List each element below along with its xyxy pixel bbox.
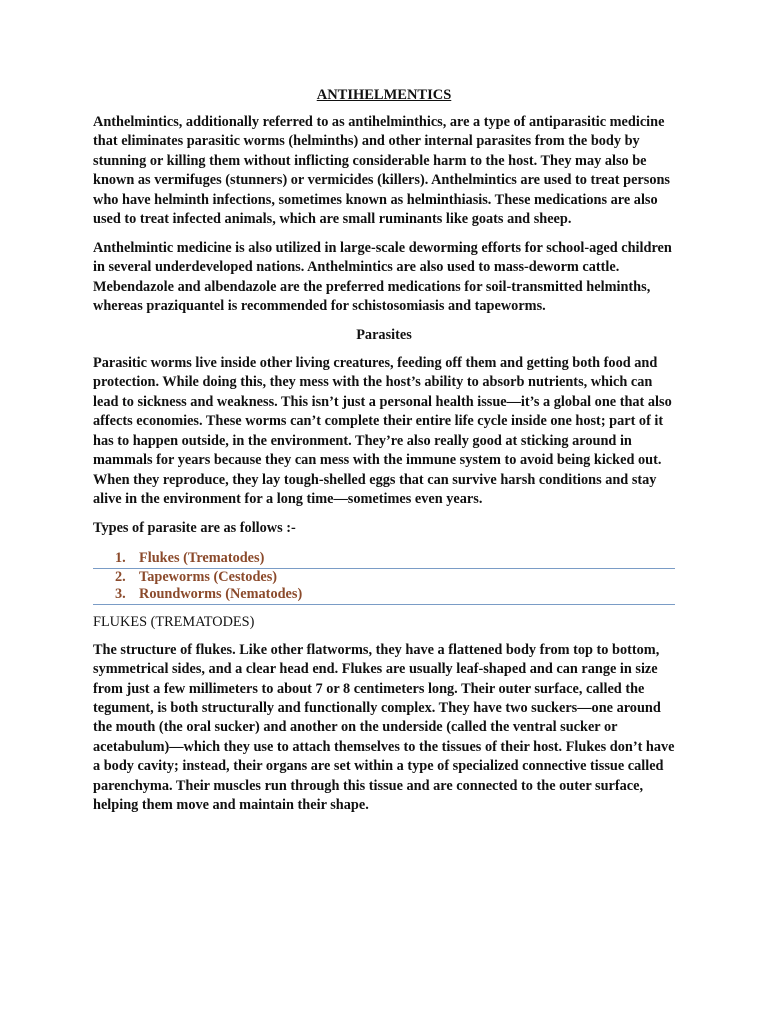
list-item-number: 1.: [115, 550, 126, 567]
paragraph-deworming: Anthelmintic medicine is also utilized in large-scale deworming efforts for school-aged children in several underdeveloped nations. Anthelmintics are also used to mass-deworm cattle. Mebendazole and albendazole are the preferred medications for soil-transmitted helminths, whereas praziquantel is recommended for schistosomiasis and tapeworms.: [93, 239, 672, 315]
list-item-label: Tapeworms (Cestodes): [139, 568, 278, 585]
list-item-label: Flukes (Trematodes): [139, 550, 265, 567]
list-item-number: 3.: [115, 586, 126, 603]
list-item: [93, 550, 675, 569]
flukes-heading: FLUKES (TREMATODES): [93, 613, 255, 630]
paragraph-parasitic-worms: Parasitic worms live inside other living creatures, feeding off them and getting both food and protection. While doing this, they mess with the host’s ability to absorb nutrients, which can lead to sickness and weakness. This isn’t just a personal health issue—it’s a global one that also affects economies. These worms can’t complete their entire life cycle inside one host; part of it has to happen outside, in the environment. They’re also really good at sticking around in mammals for years because they can mess with the immune system to avoid being kicked out. When they reproduce, they lay tough-shelled eggs that can survive harsh conditions and stay alive in the environment for a long time—sometimes even years.: [93, 355, 672, 507]
parasite-types-list: [93, 550, 675, 605]
list-item: [93, 586, 675, 605]
parasites-heading: Parasites: [356, 327, 412, 344]
paragraph-flukes-structure: The structure of flukes. Like other flatworms, they have a flattened body from top to bottom, symmetrical sides, and a clear head end. Flukes are usually leaf-shaped and can range in size from just a few millimeters to about 7 or 8 centimeters long. Their outer surface, called the tegument, is both structurally and functionally complex. They have two suckers—one around the mouth (the oral sucker) and another on the underside (called the ventral sucker or acetabulum)—which they use to attach themselves to the tissues of their host. Flukes don’t have a body cavity; instead, their organs are set within a type of specialized connective tissue called parenchyma. Their muscles run through this tissue and are connected to the outer surface, helping them move and maintain their shape.: [93, 641, 675, 813]
types-intro: Types of parasite are as follows :-: [93, 519, 296, 536]
document-body: [93, 86, 675, 825]
paragraph-anthelmintics-intro: Anthelmintics, additionally referred to as antihelminthics, are a type of antiparasitic medicine that eliminates parasitic worms (helminths) and other internal parasites from the body by stunning or killing them without inflicting considerable harm to the host. They may also be known as vermifuges (stunners) or vermicides (killers). Anthelmintics are used to treat persons who have helminth infections, sometimes known as helminthiasis. These medications are also used to treat infected animals, which are small ruminants like goats and sheep.: [93, 114, 670, 228]
document-title: ANTIHELMENTICS: [316, 87, 452, 103]
list-item-number: 2.: [115, 568, 126, 585]
list-item-label: Roundworms (Nematodes): [139, 586, 303, 603]
list-item: [93, 569, 675, 587]
